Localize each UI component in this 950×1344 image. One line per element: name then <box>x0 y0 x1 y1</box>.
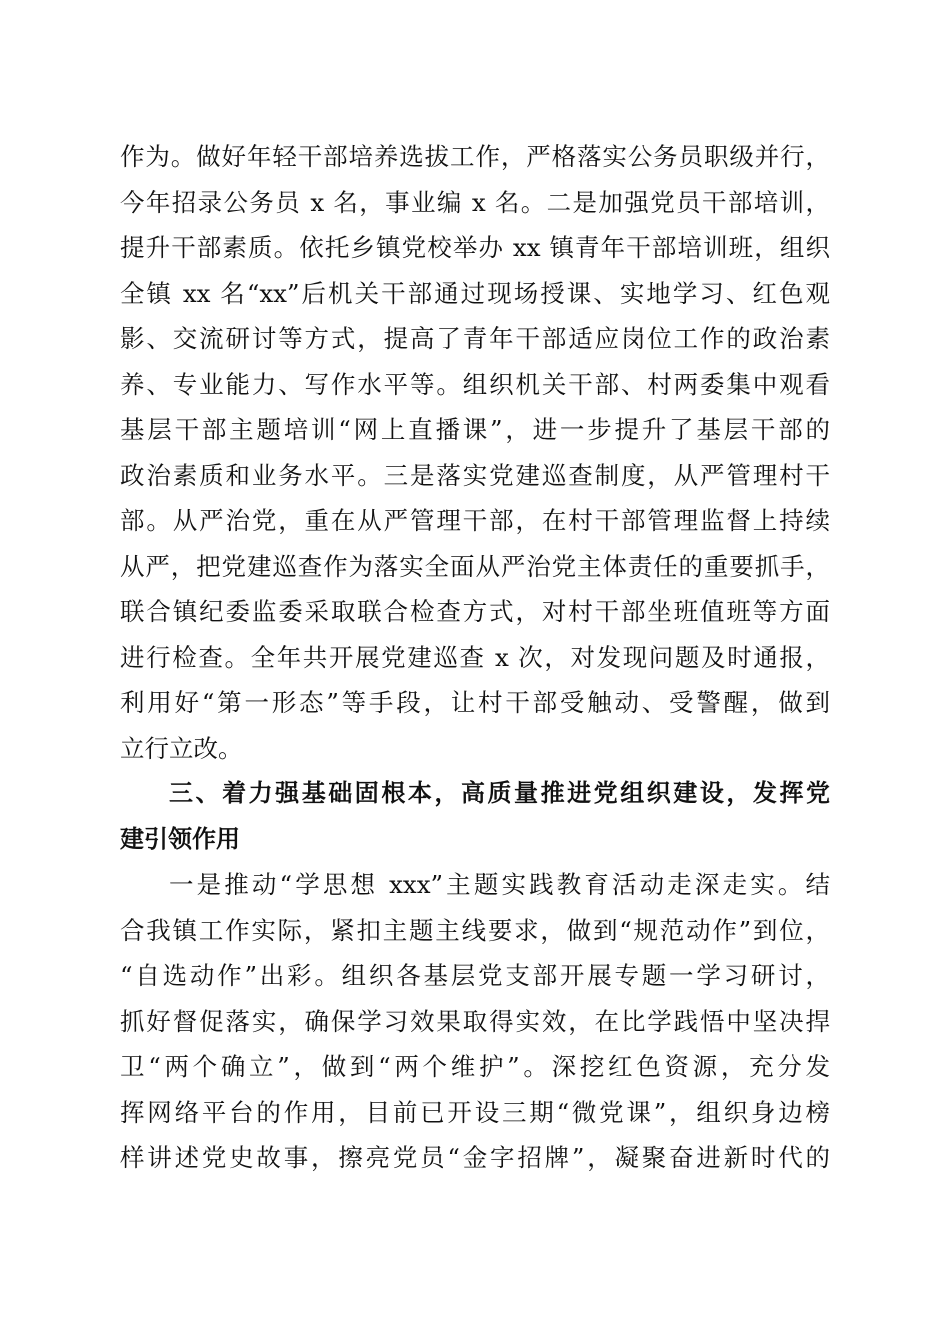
text-line: “自选动作”出彩。组织各基层党支部开展专题一学习研讨， <box>120 961 830 990</box>
text-line: 一是推动“学思想 xxx”主题实践教育活动走深走实。结 <box>169 870 830 899</box>
section-heading-3 <box>120 771 830 862</box>
paragraph-cadre-training <box>120 134 830 771</box>
document-body <box>120 134 830 1181</box>
text-line: 部。从严治党，重在从严管理干部，在村干部管理监督上持续 <box>120 506 830 535</box>
text-line: 联合镇纪委监委采取联合检查方式，对村干部坐班值班等方面 <box>120 597 830 626</box>
text-line: 养、专业能力、写作水平等。组织机关干部、村两委集中观看 <box>120 369 830 399</box>
paragraph-theme-education <box>120 862 830 1181</box>
heading-line: 三、着力强基础固根本，高质量推进党组织建设，发挥党 <box>169 779 830 807</box>
text-line: 抓好督促落实，确保学习效果取得实效，在比学践悟中坚决捍 <box>120 1006 830 1036</box>
text-line: 利用好“第一形态”等手段，让村干部受触动、受警醒，做到 <box>120 688 830 717</box>
text-line: 合我镇工作实际，紧扣主题主线要求，做到“规范动作”到位， <box>120 915 830 945</box>
text-line: 进行检查。全年共开展党建巡查 x 次，对发现问题及时通报， <box>120 642 830 672</box>
text-line: 样讲述党史故事，擦亮党员“金字招牌”，凝聚奋进新时代的 <box>120 1143 830 1172</box>
text-line: 影、交流研讨等方式，提高了青年干部适应岗位工作的政治素 <box>120 324 830 353</box>
text-line: 基层干部主题培训“网上直播课”，进一步提升了基层干部的 <box>120 415 830 444</box>
text-line: 今年招录公务员 x 名，事业编 x 名。二是加强党员干部培训， <box>120 187 830 217</box>
text-line: 卫“两个确立”，做到“两个维护”。深挖红色资源，充分发 <box>120 1052 830 1081</box>
text-line: 从严，把党建巡查作为落实全面从严治党主体责任的重要抓手， <box>120 551 830 581</box>
text-line: 作为。做好年轻干部培养选拔工作，严格落实公务员职级并行， <box>120 142 830 171</box>
text-line: 全镇 xx 名“xx”后机关干部通过现场授课、实地学习、红色观 <box>120 278 830 308</box>
heading-line: 建引领作用 <box>120 824 240 853</box>
text-line: 挥网络平台的作用，目前已开设三期“微党课”，组织身边榜 <box>120 1097 830 1127</box>
text-line: 政治素质和业务水平。三是落实党建巡查制度，从严管理村干 <box>120 460 830 490</box>
text-line: 立行立改。 <box>120 733 243 763</box>
text-line: 提升干部素质。依托乡镇党校举办 xx 镇青年干部培训班，组织 <box>120 233 830 262</box>
